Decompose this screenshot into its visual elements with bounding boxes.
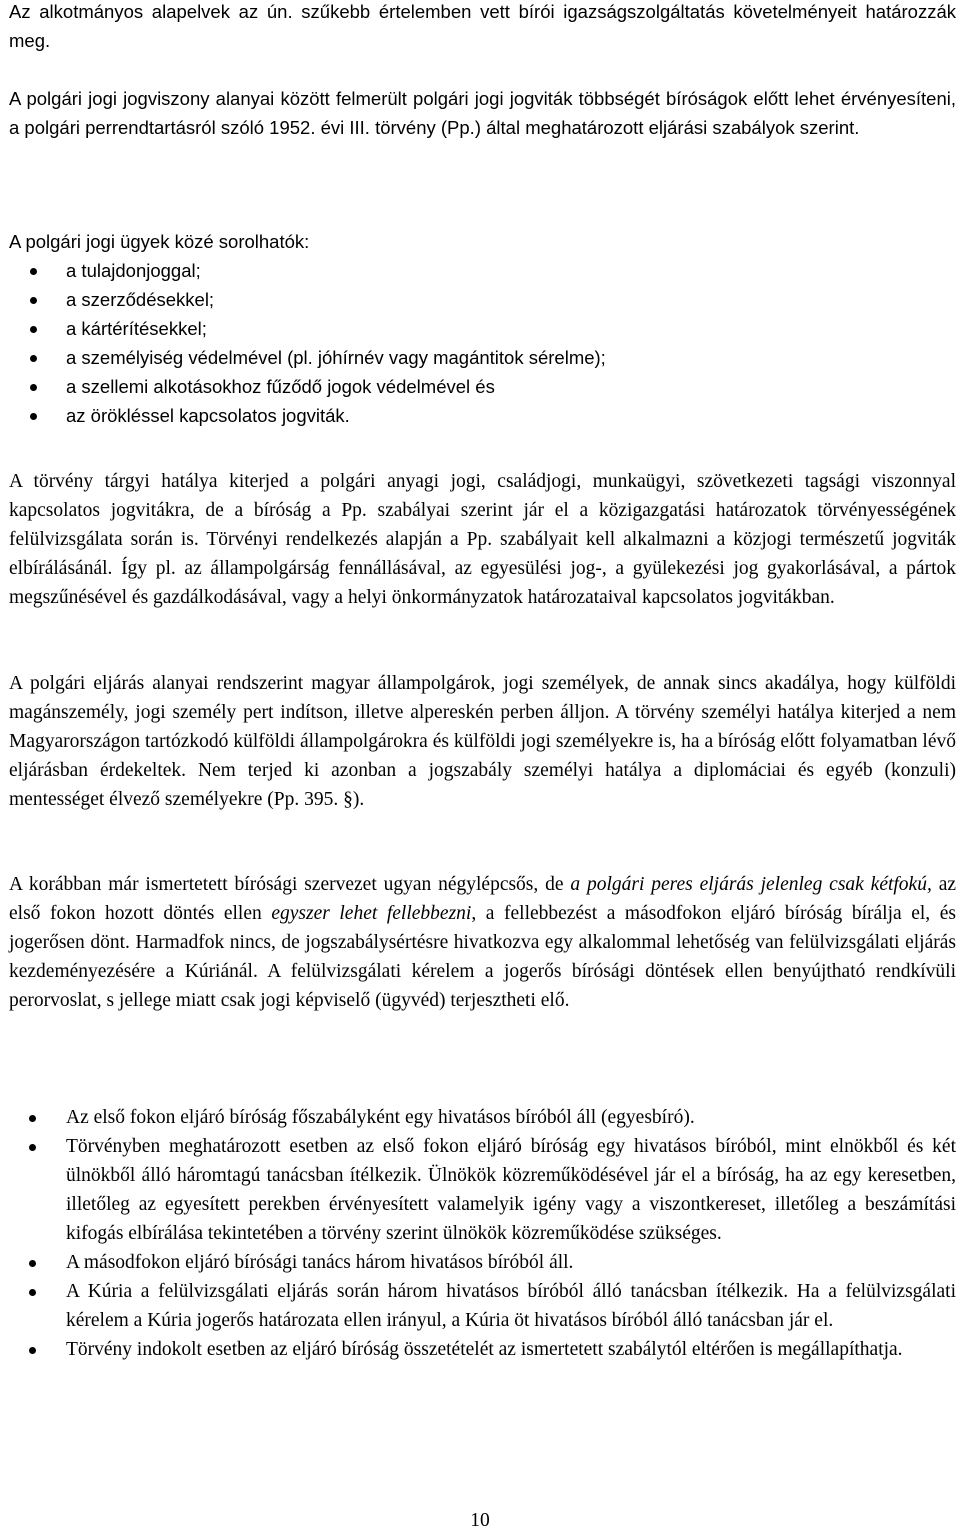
emphasis-two-levels: a polgári peres eljárás jelenleg csak kétfokú, <box>570 874 932 895</box>
emphasis-appeal-once: egyszer lehet fellebbezni <box>271 903 472 924</box>
list-item: A másodfokon eljáró bírósági tanács három hivatásos bíróból áll. <box>9 1248 956 1277</box>
bullet-icon <box>30 413 37 420</box>
paragraph-civil-disputes: A polgári jogi jogviszony alanyai között felmerült polgári jogi jogviták többségét bíróságok előtt lehet érvényesíteni, a polgári perrendtartásról szóló 1952. évi III. törvény (Pp.) által meghatározott eljárási szabályok szerint. <box>9 88 956 138</box>
list-item: a személyiség védelmével (pl. jóhírnév vagy magántitok sérelme); <box>9 343 956 372</box>
paragraph-court-levels: A korábban már ismertetett bírósági szervezet ugyan négylépcsős, de a polgári peres eljárás jelenleg csak kétfokú, az első fokon hozott döntés ellen egyszer lehet fellebbezni, a fellebbezést a másodfokon eljáró bíróság bírálja el, és jogerősen dönt. Harmadfok nincs, de jogszabálysértésre hivatkozva egy alkalommal lehetőség van felülvizsgálati eljárás kezdeményezésére a Kúriánál. A felülvizsgálati kérelem a jogerős bírósági döntések ellen benyújtható rendkívüli perorvoslat, s jellege miatt csak jogi képviselő (ügyvéd) terjesztheti elő. <box>9 874 956 1011</box>
list-item: A Kúria a felülvizsgálati eljárás során három hivatásos bíróból álló tanácsban ítélkezik. Ha a felülvizsgálati kérelem a Kúria jogerős határozata ellen irányul, a Kúria öt hivatásos bíróból álló tanácsban jár el. <box>9 1277 956 1335</box>
bullet-icon <box>29 1260 36 1267</box>
list-item: Törvényben meghatározott esetben az első fokon eljáró bíróság egy hivatásos bíróból, mint elnökből és két ülnökből álló háromtagú tanácsban ítélkezik. Ülnökök közreműködésével jár el a bíróság, ha az egy keresetben, illetőleg az egyesített perekben érvényesített valamelyik igény vagy a viszontkereset, illetőleg a beszámítási kifogás elbírálása tekintetében a törvény szerint ülnökök közreműködése szükséges. <box>9 1132 956 1248</box>
court-composition-list <box>9 1103 956 1364</box>
bullet-icon <box>30 326 37 333</box>
bullet-icon <box>29 1347 36 1354</box>
list-item: a kártérítésekkel; <box>9 314 956 343</box>
bullet-icon <box>30 297 37 304</box>
bullet-icon <box>29 1289 36 1296</box>
list-item: az örökléssel kapcsolatos jogviták. <box>9 401 956 430</box>
bullet-icon <box>29 1144 36 1151</box>
civil-cases-list <box>9 256 956 430</box>
paragraph-material-scope: A törvény tárgyi hatálya kiterjed a polgári anyagi jogi, családjogi, munkaügyi, szövetkezeti tagsági viszonnyal kapcsolatos jogvitákra, de a bíróság a Pp. szabályai szerint jár el a közigazgatási határozatok törvényességének felülvizsgálata során is. Törvényi rendelkezés alapján a Pp. szabályait kell alkalmazni a közjogi természetű jogviták elbírálásánál. Így pl. az állampolgárság fennállásával, az egyesülési jog-, a gyülekezési jog gyakorlásával, a pártok megszűnésével és gazdálkodásával, vagy a helyi önkormányzatok határozataival kapcsolatos jogvitákban. <box>9 471 956 608</box>
list-item: a szerződésekkel; <box>9 285 956 314</box>
list-intro: A polgári jogi ügyek közé sorolhatók: <box>9 231 310 252</box>
list-item: Az első fokon eljáró bíróság főszabályként egy hivatásos bíróból áll (egyesbíró). <box>9 1103 956 1132</box>
page-number: 10 <box>470 1510 490 1531</box>
paragraph-constitutional-principles: Az alkotmányos alapelvek az ún. szűkebb értelemben vett bírói igazságszolgáltatás követelményeit határozzák meg. <box>9 1 956 51</box>
bullet-icon <box>29 1115 36 1122</box>
list-item: a szellemi alkotásokhoz fűződő jogok védelmével és <box>9 372 956 401</box>
paragraph-personal-scope: A polgári eljárás alanyai rendszerint magyar állampolgárok, jogi személyek, de annak sincs akadálya, hogy külföldi magánszemély, jogi személy pert indítson, illetve alpereskén perben álljon. A törvény személyi hatálya kiterjed a nem Magyarországon tartózkodó külföldi állampolgárokra és külföldi jogi személyekre is, ha a bíróság előtt folyamatban lévő eljárásban érdekeltek. Nem terjed ki azonban a jogszabály személyi hatálya a diplomáciai és egyéb (konzuli) mentességet élvező személyekre (Pp. 395. §). <box>9 673 956 810</box>
civil-cases-section <box>9 227 956 430</box>
list-item: a tulajdonjoggal; <box>9 256 956 285</box>
bullet-icon <box>30 355 37 362</box>
list-item: Törvény indokolt esetben az eljáró bíróság összetételét az ismertetett szabálytól eltérően is megállapíthatja. <box>9 1335 956 1364</box>
bullet-icon <box>30 268 37 275</box>
bullet-icon <box>30 384 37 391</box>
